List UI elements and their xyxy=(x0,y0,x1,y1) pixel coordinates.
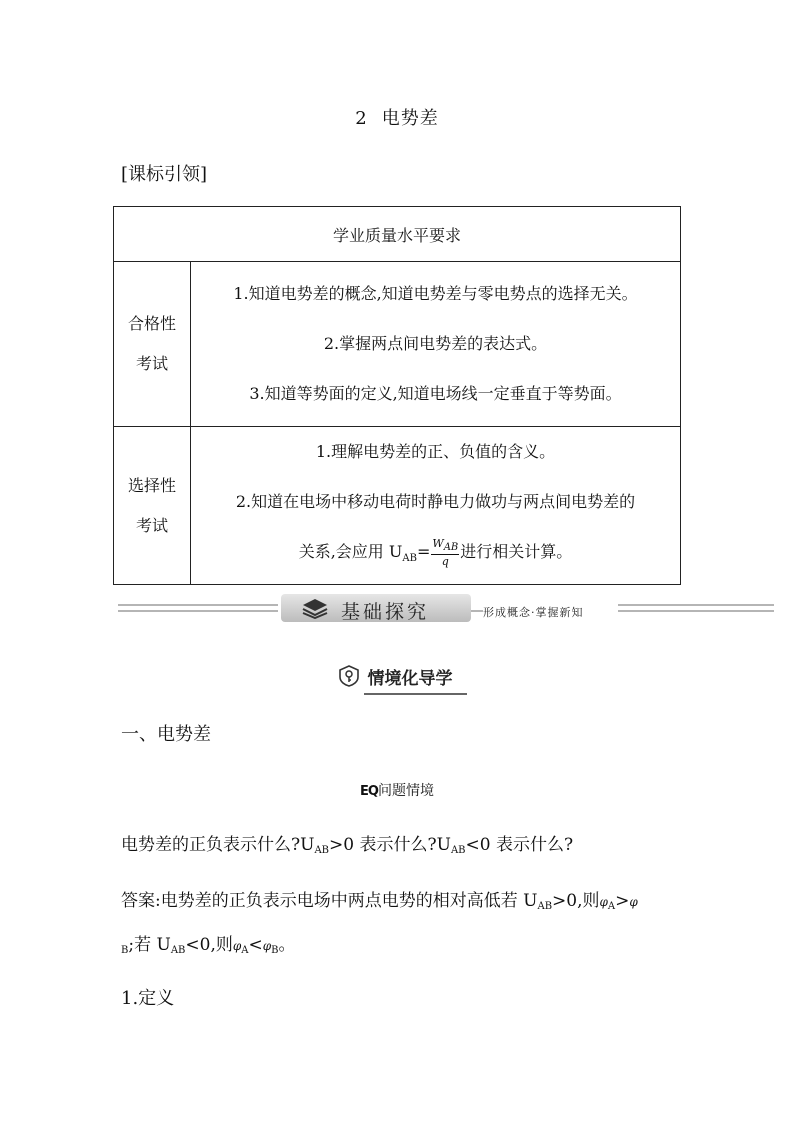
table-row xyxy=(114,427,681,585)
question-situation xyxy=(0,780,794,800)
page-title xyxy=(0,104,794,130)
q-part: 电势差的正负表示什么?U xyxy=(121,835,315,855)
phi-symbol: φ xyxy=(262,939,272,953)
section-banner xyxy=(118,590,774,628)
title-number: 2 xyxy=(355,108,368,129)
phi-symbol: φ xyxy=(232,939,242,953)
fraction xyxy=(431,537,459,568)
section-heading: 一、电势差 xyxy=(121,724,211,745)
phi-symbol: φ xyxy=(599,895,608,909)
layers-icon xyxy=(301,597,329,619)
title-text: 电势差 xyxy=(381,108,439,129)
a-part: 答案:电势差的正负表示电场中两点电势的相对高低若 U xyxy=(121,891,538,911)
table-header: 学业质量水平要求 xyxy=(114,207,681,262)
a-part: <0,则 xyxy=(185,935,233,955)
row-label-line: 合格性 xyxy=(127,314,176,333)
situation-heading-inner xyxy=(336,664,459,693)
a-part: >0,则 xyxy=(552,891,600,911)
banner-line-left xyxy=(118,610,278,612)
a-subscript: AB xyxy=(170,945,186,956)
situation-underline xyxy=(364,693,467,695)
phi-symbol: φ xyxy=(629,895,638,909)
row-content-basic xyxy=(191,262,681,427)
requirement-item: 2.掌握两点间电势差的表达式。 xyxy=(323,334,548,353)
formula-prefix: 关系,会应用 U xyxy=(298,542,403,561)
banner-title: 基础探究 xyxy=(341,601,430,623)
numerator-letter: W xyxy=(432,536,444,550)
banner-line-right xyxy=(618,610,774,612)
q-part: <0 表示什么? xyxy=(465,835,574,855)
banner-line-right xyxy=(618,604,774,606)
formula-subscript: AB xyxy=(402,553,417,565)
section-kebiao: [课标引领] xyxy=(121,164,208,185)
q-subscript: AB xyxy=(450,845,466,856)
requirement-item: 3.知道等势面的定义,知道电场线一定垂直于等势面。 xyxy=(249,384,622,403)
formula-suffix: 进行相关计算。 xyxy=(460,542,573,561)
requirement-item: 1.知道电势差的概念,知道电势差与零电势点的选择无关。 xyxy=(233,284,638,303)
requirement-formula-line xyxy=(191,527,680,584)
formula-equals: = xyxy=(416,542,431,561)
requirement-item: 1.理解电势差的正、负值的含义。 xyxy=(315,442,556,461)
question-situation-label: 问题情境 xyxy=(377,783,434,799)
fraction-denominator: q xyxy=(441,555,449,569)
situation-title: 情境化导学 xyxy=(367,669,453,689)
numerator-subscript: AB xyxy=(443,542,459,554)
key-icon xyxy=(338,665,360,687)
a-subscript: A xyxy=(241,945,249,956)
a-subscript: B xyxy=(121,945,129,956)
question-text xyxy=(121,830,573,856)
requirements-table xyxy=(113,206,681,585)
row-label-basic xyxy=(114,262,191,427)
table-row xyxy=(114,262,681,427)
banner-line-mid xyxy=(471,610,483,612)
row-label-line: 选择性 xyxy=(127,475,176,495)
situation-heading xyxy=(0,664,794,693)
question-situation-icon: EQ xyxy=(360,784,378,799)
answer-line-1 xyxy=(121,886,638,912)
a-subscript: AB xyxy=(537,901,553,912)
row-label-elective xyxy=(114,427,191,585)
definition-heading: 1.定义 xyxy=(121,988,175,1009)
row-content-elective xyxy=(191,427,681,585)
row-label-line: 考试 xyxy=(135,354,168,373)
banner-tag: 形成概念·掌握新知 xyxy=(483,606,584,619)
q-part: >0 表示什么?U xyxy=(329,835,451,855)
fraction-numerator xyxy=(431,537,459,555)
banner-pill xyxy=(281,594,471,622)
q-subscript: AB xyxy=(314,845,330,856)
a-part: 。 xyxy=(278,935,296,955)
banner-line-left xyxy=(118,604,278,606)
a-subscript: A xyxy=(607,901,616,912)
a-part: ;若 U xyxy=(128,935,171,955)
a-part: > xyxy=(615,891,630,911)
row-label-line: 考试 xyxy=(135,515,168,535)
answer-line-2 xyxy=(121,930,296,956)
a-part: < xyxy=(248,935,263,955)
a-subscript: B xyxy=(271,945,279,956)
table-header-row xyxy=(114,207,681,262)
requirement-item: 2.知道在电场中移动电荷时静电力做功与两点间电势差的 xyxy=(235,492,636,511)
